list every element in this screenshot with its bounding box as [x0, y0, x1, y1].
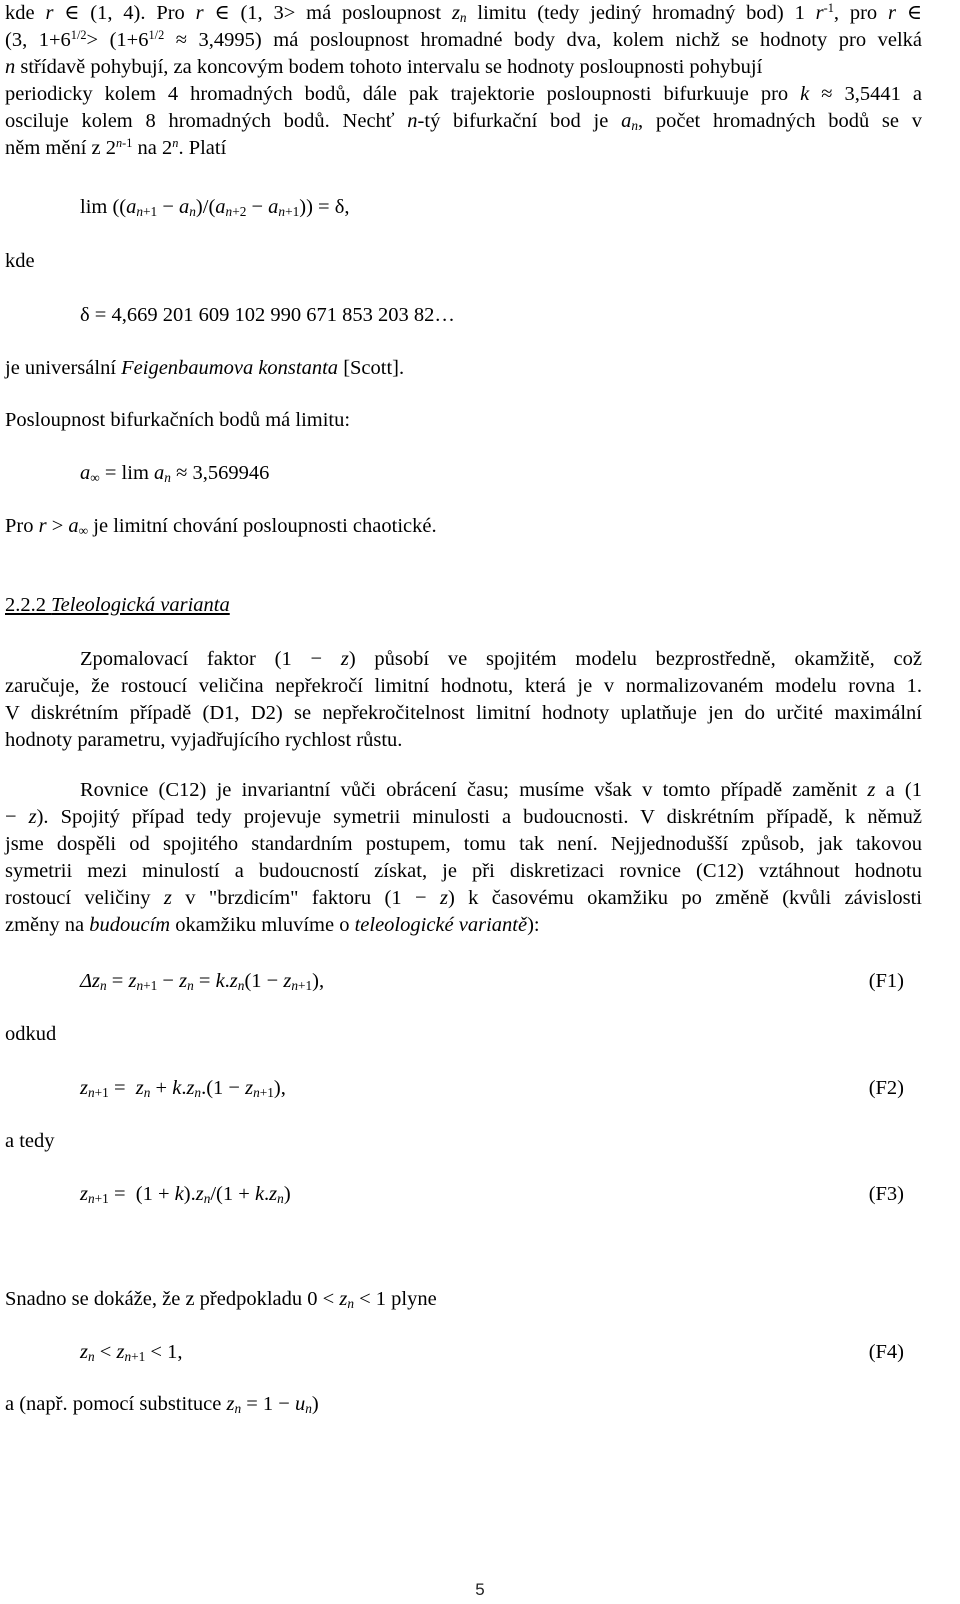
equation-f2: $z_{n+1} = z_n + k.z_n.(1 - z_{n+1})$,	[80, 1077, 286, 1101]
p1-line-4: hodnoty parametru, vyjadřujícího rychlost růstu.	[5, 729, 403, 751]
bifurcation-limit-intro: Posloupnost bifurkačních bodů má limitu:	[5, 409, 351, 431]
intro-line-5: osciluje kolem 8 hromadných bodů. Nechť n-tý bifurkační bod je $a_n$, počet hromadných bodů se v	[5, 110, 922, 134]
substitution-sentence: a (např. pomocí substituce $z_n = 1 - u_n$)	[5, 1393, 319, 1417]
label-odkud: odkud	[5, 1023, 57, 1045]
p2-line-1: Rovnice (C12) je invariantní vůči obrácení času; musíme však v tomto případě zaměnit z a (1	[80, 779, 922, 801]
equation-number-f4: (F4)	[868, 1341, 904, 1363]
intro-line-1: kde r ∈ (1, 4). Pro r ∈ (1, 3> má posloupnost $z_n$ limitu (tedy jediný hromadný bod) 1 $r^{-1}$, pro r ∈	[5, 1, 923, 26]
p2-line-5: rostoucí veličiny z v "brzdicím" faktoru (1 − z) k časovému okamžiku po změně (kvůli závislosti	[5, 887, 923, 909]
intro-line-6: něm mění z 2$^{n-1}$ na 2$^n$. Platí	[5, 136, 227, 159]
equation-f1: $\Delta z_n = z_{n+1} - z_n = k.z_n(1 - z_{n+1})$,	[80, 970, 325, 994]
section-heading: 2.2.2 Teleologická varianta	[5, 594, 230, 616]
p1-line-3: V diskrétním případě (D1, D2) se nepřekročitelnost limitní hodnoty uplatňuje jen do určité maximální	[5, 702, 922, 724]
equation-number-f1: (F1)	[868, 970, 904, 992]
label-a-tedy: a tedy	[5, 1130, 55, 1152]
intro-line-4: periodicky kolem 4 hromadných bodů, dále pak trajektorie posloupnosti bifurkuuje pro k ≈ 3,5441 a	[5, 83, 922, 105]
label-kde: kde	[5, 250, 35, 272]
equation-feigenbaum-limit: $\lim ((a_{n+1} - a_n)/(a_{n+2} - a_{n+1})) = \delta$,	[80, 196, 350, 220]
feigenbaum-delta-value: δ = 4,669 201 609 102 990 671 853 203 82…	[80, 304, 455, 326]
p2-line-3: jsme dospěli od spojitého standardním postupem, tomu tak není. Nejjednodušší způsob, jak takovou	[5, 833, 922, 855]
equation-a-infinity: $a_\infty = \lim a_n \approx 3,569946$	[80, 462, 270, 486]
equation-f4: $z_n < z_{n+1} < 1$,	[80, 1341, 183, 1365]
equation-number-f3: (F3)	[868, 1183, 904, 1205]
equation-f3: $z_{n+1} = (1 + k).z_n/(1 + k.z_n)$	[80, 1183, 291, 1207]
intro-line-3: n střídavě pohybují, za koncovým bodem tohoto intervalu se hodnoty posloupnosti pohybují	[5, 56, 763, 78]
p2-line-4: symetrii mezi minulostí a budoucností získat, je při diskretizaci rovnice (C12) vztáhnout hodnotu	[5, 860, 922, 882]
universal-constant-sentence: je universální Feigenbaumova konstanta [Scott].	[5, 357, 405, 379]
equation-number-f2: (F2)	[868, 1077, 904, 1099]
snadno-sentence: Snadno se dokáže, že z předpokladu $0 < z_n < 1$ plyne	[5, 1288, 437, 1312]
p2-line-6: změny na budoucím okamžiku mluvíme o teleologické variantě):	[5, 914, 540, 936]
p1-line-1: Zpomalovací faktor (1 − z) působí ve spojitém modelu bezprostředně, okamžitě, což	[80, 648, 922, 670]
p1-line-2: zaručuje, že rostoucí veličina nepřekročí limitní hodnotu, která je v normalizovaném modelu rovna 1.	[5, 675, 922, 697]
page-number: 5	[475, 1580, 485, 1599]
intro-line-2: (3, $1+6^{1/2}> (1+6^{1/2} \approx 3,4995)$ má posloupnost hromadné body dva, kolem nichž se hodnoty pro velká	[5, 28, 922, 51]
p2-line-2: − z). Spojitý případ tedy projevuje symetrii minulosti a budoucnosti. V diskrétním případě, k němuž	[5, 806, 922, 828]
chaotic-sentence: Pro $r > a_\infty$ je limitní chování posloupnosti chaotické.	[5, 515, 437, 539]
